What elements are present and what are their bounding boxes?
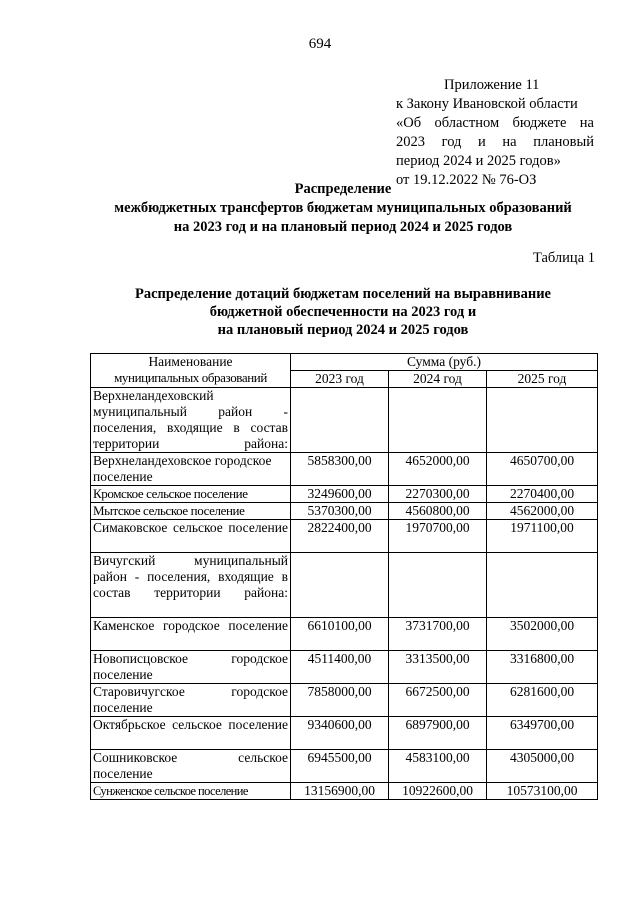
distribution-table: [90, 353, 598, 800]
table-title-line: бюджетной обеспеченности на 2023 год и: [209, 304, 477, 320]
appendix-line: к Закону Ивановской области: [396, 96, 578, 112]
settlement-name: Новописцовское городское поселение: [91, 651, 291, 684]
page-number: 694: [308, 36, 332, 52]
empty-cell: [487, 553, 598, 618]
value-2024: 10922600,00: [389, 783, 487, 800]
table-label: Таблица 1: [532, 250, 595, 266]
header-name-line: муниципальных образований: [114, 370, 267, 385]
value-2023: 5370300,00: [291, 503, 389, 520]
empty-cell: [291, 553, 389, 618]
value-2023: 9340600,00: [291, 717, 389, 750]
table-row: [91, 453, 598, 486]
value-2024: 2270300,00: [389, 486, 487, 503]
table-title-line: на плановый период 2024 и 2025 годов: [217, 322, 469, 338]
district-name: Вичугский муниципальный район - поселения, входящие в состав территории района:: [91, 553, 291, 618]
table-row: [91, 520, 598, 553]
table-row: [91, 503, 598, 520]
appendix-line: «Об областном бюджете на: [396, 115, 594, 131]
value-2024: 1970700,00: [389, 520, 487, 553]
main-title-line: Распределение: [294, 181, 392, 197]
main-title-line: на 2023 год и на плановый период 2024 и 2025 годов: [173, 219, 513, 235]
value-2025: 1971100,00: [487, 520, 598, 553]
value-2025: 6281600,00: [487, 684, 598, 717]
empty-cell: [487, 388, 598, 453]
value-2023: 2822400,00: [291, 520, 389, 553]
value-2023: 6945500,00: [291, 750, 389, 783]
main-title-line: межбюджетных трансфертов бюджетам муниципальных образований: [114, 200, 572, 216]
value-2024: 6672500,00: [389, 684, 487, 717]
value-2025: 3316800,00: [487, 651, 598, 684]
empty-cell: [291, 388, 389, 453]
value-2025: 10573100,00: [487, 783, 598, 800]
settlement-name: Октябрьское сельское поселение: [91, 717, 291, 750]
header-sum: Сумма (руб.): [291, 354, 598, 371]
value-2024: 4560800,00: [389, 503, 487, 520]
value-2023: 5858300,00: [291, 453, 389, 486]
value-2025: 2270400,00: [487, 486, 598, 503]
settlement-name: Сунженское сельское поселение: [91, 783, 291, 800]
value-2025: 6349700,00: [487, 717, 598, 750]
value-2024: 4652000,00: [389, 453, 487, 486]
value-2023: 4511400,00: [291, 651, 389, 684]
table-row: [91, 486, 598, 503]
table-row: [91, 618, 598, 651]
appendix-line: период 2024 и 2025 годов»: [396, 153, 561, 169]
value-2024: 4583100,00: [389, 750, 487, 783]
settlement-name: Сошниковское сельское поселение: [91, 750, 291, 783]
settlement-name: Симаковское сельское поселение: [91, 520, 291, 553]
appendix-block: [396, 76, 594, 190]
value-2023: 6610100,00: [291, 618, 389, 651]
main-title: [80, 180, 606, 237]
value-2023: 13156900,00: [291, 783, 389, 800]
table-row: [91, 388, 598, 453]
empty-cell: [389, 553, 487, 618]
settlement-name: Верхнеландеховское городское поселение: [91, 453, 291, 486]
value-2023: 7858000,00: [291, 684, 389, 717]
settlement-name: Старовичугское городское поселение: [91, 684, 291, 717]
settlement-name: Каменское городское поселение: [91, 618, 291, 651]
header-name-cell: [91, 354, 291, 388]
empty-cell: [389, 388, 487, 453]
value-2024: 3313500,00: [389, 651, 487, 684]
table-row: [91, 651, 598, 684]
value-2025: 4305000,00: [487, 750, 598, 783]
value-2024: 6897900,00: [389, 717, 487, 750]
settlement-name: Мытское сельское поселение: [91, 503, 291, 520]
table-title-line: Распределение дотаций бюджетам поселений на выравнивание: [135, 286, 551, 302]
value-2025: 4562000,00: [487, 503, 598, 520]
district-name: Верхнеландеховский муниципальный район - поселения, входящие в состав территории района:: [91, 388, 291, 453]
settlement-name: Кромское сельское поселение: [91, 486, 291, 503]
appendix-line: Приложение 11: [444, 77, 540, 93]
appendix-line: от 19.12.2022 № 76-ОЗ: [396, 172, 537, 188]
value-2024: 3731700,00: [389, 618, 487, 651]
header-year-2024: 2024 год: [389, 371, 487, 388]
header-year-2025: 2025 год: [487, 371, 598, 388]
table-row: [91, 750, 598, 783]
table-title: [80, 285, 606, 339]
value-2025: 4650700,00: [487, 453, 598, 486]
table-row: [91, 783, 598, 800]
table-row: [91, 717, 598, 750]
table-row: [91, 553, 598, 618]
header-year-2023: 2023 год: [291, 371, 389, 388]
header-name-line: Наименование: [148, 354, 233, 369]
value-2025: 3502000,00: [487, 618, 598, 651]
appendix-line: 2023 год и на плановый: [396, 134, 594, 150]
table-row: [91, 684, 598, 717]
value-2023: 3249600,00: [291, 486, 389, 503]
